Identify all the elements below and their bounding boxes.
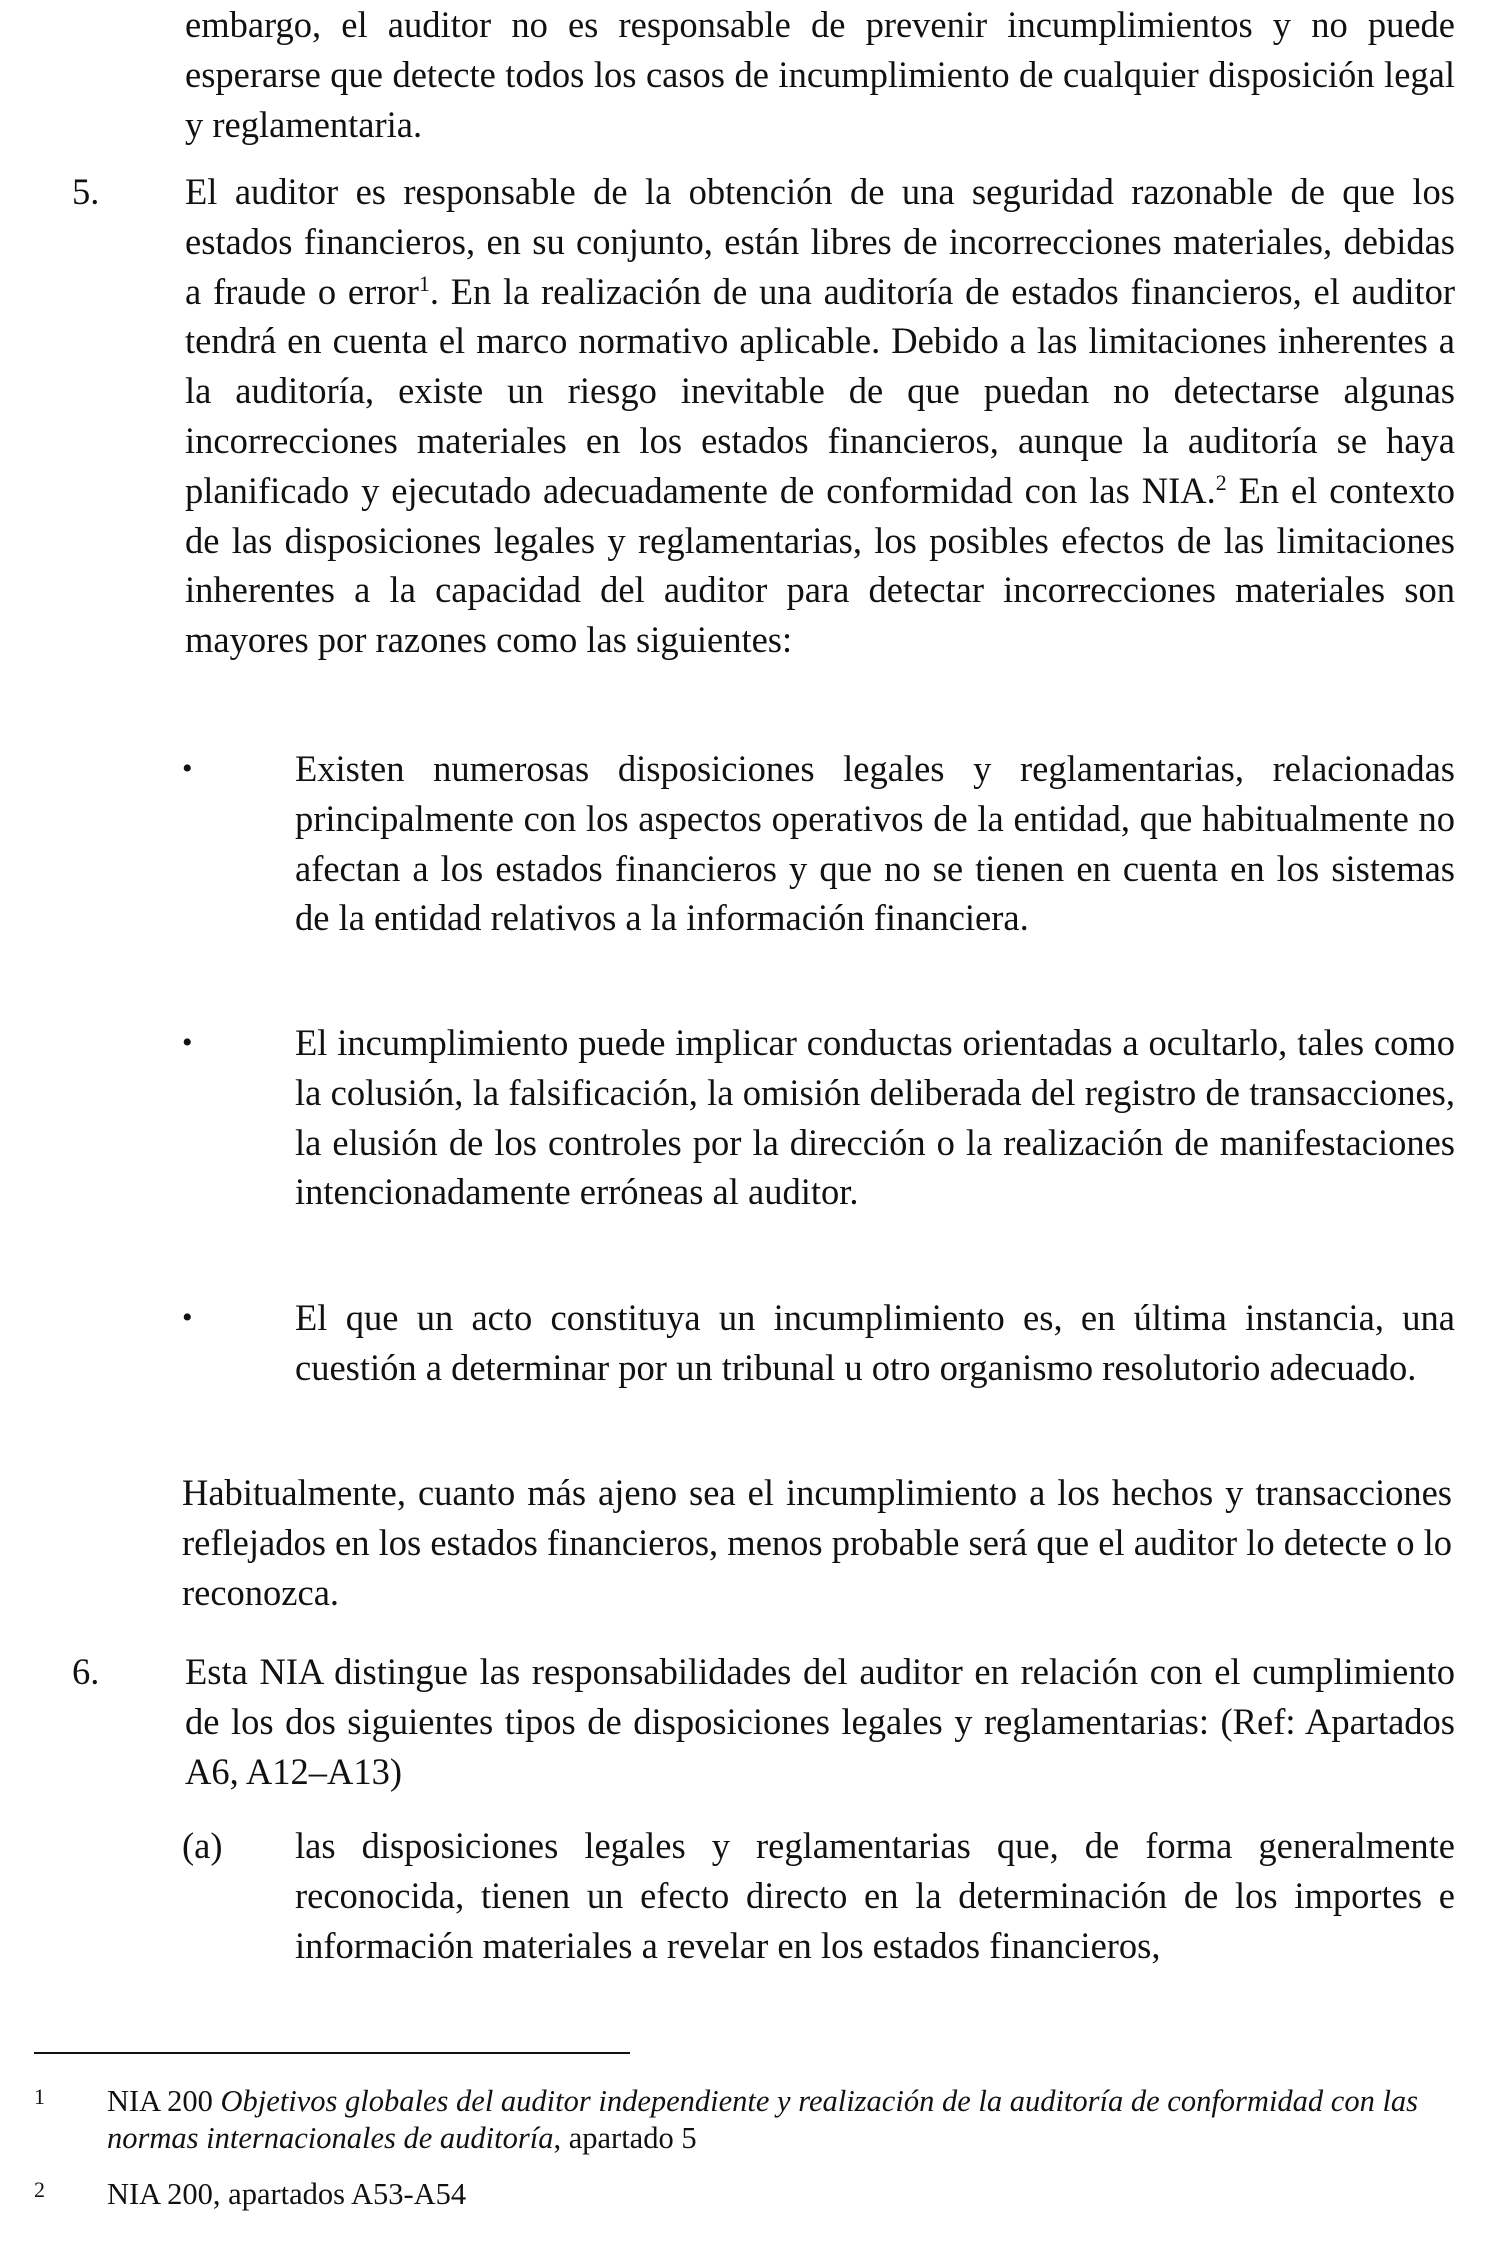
- footnote-ref-2[interactable]: 2: [1215, 469, 1227, 495]
- footnote-1-prefix: NIA 200: [107, 2084, 221, 2118]
- section-6-paragraph: Esta NIA distingue las responsabilidades del auditor en relación con el cumplimiento de los dos siguientes tipos de disposiciones legales y reglamentarias: (Ref: Apartados A6, A12–A13): [185, 1651, 1455, 1792]
- section-5-text-b: . En la realización de una auditoría de estados financieros, el auditor tendrá en cuenta el marco normativo aplicable. Debido a las limitaciones inherentes a la auditoría, existe un riesgo inevitable de que puedan no detectarse algunas incorrecciones materiales en los estados financieros, aunque la auditoría se haya planificado y ejecutado adecuadamente de conformidad con las NIA.: [185, 270, 1456, 511]
- section-5-number: 5.: [72, 171, 100, 212]
- section-5-text-a: El auditor es responsable de la obtención de una seguridad razonable de que los estados financieros, en su conjunto, están libres de incorrecciones materiales, debidas a fraude o error: [185, 171, 1455, 312]
- footnote-separator: [34, 2052, 630, 2054]
- footnote-1-number: 1: [34, 2084, 45, 2109]
- footnote-2-text: NIA 200, apartados A53-A54: [107, 2177, 467, 2211]
- footnote-1-suffix: , apartado 5: [553, 2121, 697, 2155]
- section-5-paragraph: [185, 167, 1455, 665]
- section-5-closing: Habitualmente, cuanto más ajeno sea el incumplimiento a los hechos y transacciones reflejados en los estados financieros, menos probable será que el auditor lo detecte o lo reconozca.: [182, 1472, 1452, 1613]
- bullet-item: Existen numerosas disposiciones legales y reglamentarias, relacionadas principalmente con los aspectos operativos de la entidad, que habitualmente no afectan a los estados financieros y que no se tienen en cuenta en los sistemas de la entidad relativos a la información financiera.: [295, 748, 1455, 939]
- bullet-marker: •: [182, 752, 193, 785]
- bullet-marker: •: [182, 1301, 193, 1334]
- footnote-1-text: [107, 2083, 1457, 2157]
- section-6-number: 6.: [72, 1651, 100, 1692]
- footnote-1-title: Objetivos globales del auditor independiente y realización de la auditoría de conformidad con las normas internacionales de auditoría: [107, 2084, 1419, 2155]
- bullet-item: El que un acto constituya un incumplimiento es, en última instancia, una cuestión a determinar por un tribunal u otro organismo resolutorio adecuado.: [295, 1297, 1455, 1388]
- footnote-2-number: 2: [34, 2177, 45, 2202]
- paragraph-continuation: embargo, el auditor no es responsable de prevenir incumplimientos y no puede esperarse que detecte todos los casos de incumplimiento de cualquier disposición legal y reglamentaria.: [185, 4, 1455, 145]
- section-5-text-c: En el contexto de las disposiciones legales y reglamentarias, los posibles efectos de las limitaciones inherentes a la capacidad del auditor para detectar incorrecciones materiales son mayores por razones como las siguientes:: [185, 469, 1455, 661]
- bullet-item: El incumplimiento puede implicar conductas orientadas a ocultarlo, tales como la colusión, la falsificación, la omisión deliberada del registro de transacciones, la elusión de los controles por la dirección o la realización de manifestaciones intencionadamente erróneas al auditor.: [295, 1022, 1455, 1213]
- footnote-ref-1[interactable]: 1: [418, 270, 430, 296]
- item-a-text: las disposiciones legales y reglamentarias que, de forma generalmente reconocida, tienen un efecto directo en la determinación de los importes e información materiales a revelar en los estados financieros,: [295, 1825, 1455, 1966]
- bullet-marker: •: [182, 1026, 193, 1059]
- item-a-label: (a): [182, 1825, 223, 1866]
